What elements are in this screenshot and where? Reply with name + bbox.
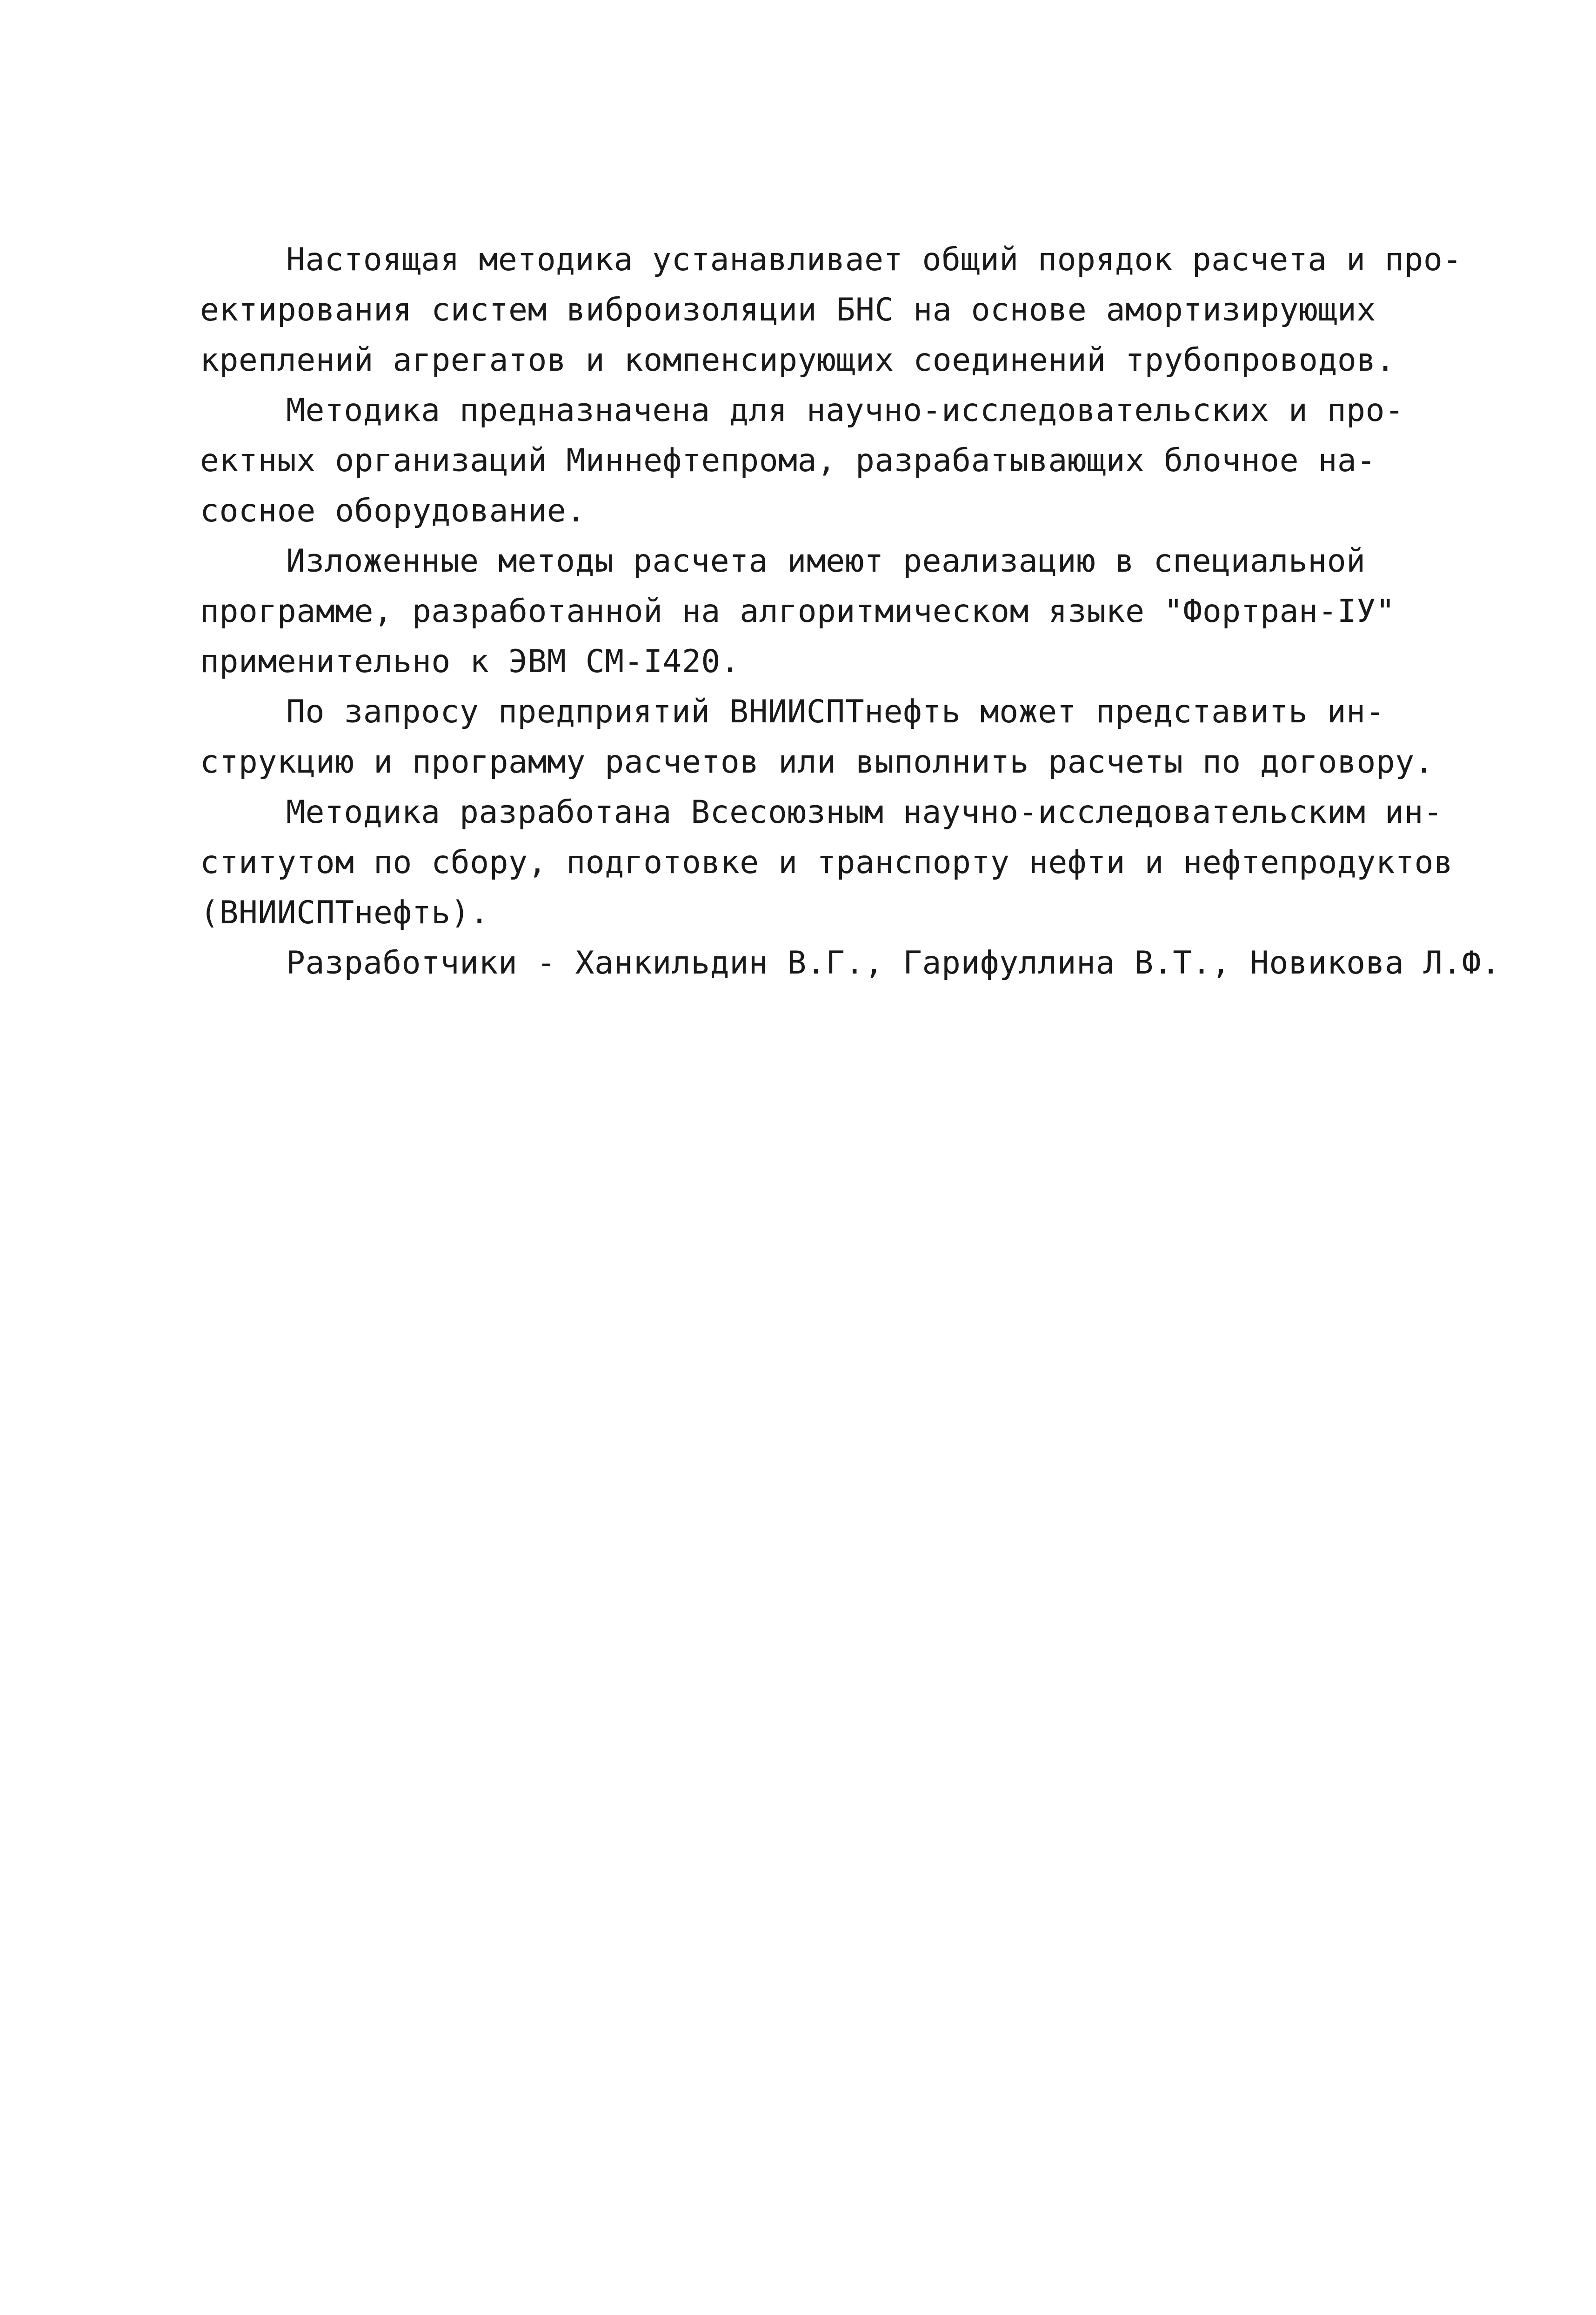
text-line: программе, разработанной на алгоритмическом языке "Фортран-IУ" — [200, 593, 1396, 630]
paragraph-developer-institute — [200, 787, 1540, 938]
text-line: креплений агрегатов и компенсирующих соединений трубопроводов. — [200, 342, 1396, 379]
text-line: Методика предназначена для научно-исследовательских и про- — [286, 392, 1404, 429]
paragraph-purpose — [200, 235, 1540, 386]
text-line: ститутом по сбору, подготовке и транспорту нефти и нефтепродуктов — [200, 844, 1453, 881]
text-line: (ВНИИСПТнефть). — [200, 894, 489, 931]
text-line: По запросу предприятий ВНИИСПТнефть может представить ин- — [286, 694, 1385, 730]
paragraph-software — [200, 536, 1540, 687]
text-line: Разработчики - Ханкильдин В.Г., Гарифуллина В.Т., Новикова Л.Ф. — [286, 945, 1501, 981]
text-line: ектных организаций Миннефтепрома, разрабатывающих блочное на- — [200, 442, 1376, 479]
paragraph-audience — [200, 386, 1540, 536]
text-line: Изложенные методы расчета имеют реализацию в специальной — [286, 543, 1366, 580]
text-line: ектирования систем виброизоляции БНС на основе амортизирующих — [200, 292, 1376, 328]
paragraph-authors — [200, 938, 1540, 988]
paragraph-request — [200, 687, 1540, 787]
text-line: сосное оборудование. — [200, 493, 586, 529]
text-line: Настоящая методика устанавливает общий порядок расчета и про- — [286, 241, 1462, 278]
text-body — [200, 235, 1540, 988]
text-line: применительно к ЭВМ СМ-I420. — [200, 643, 740, 680]
text-line: Методика разработана Всесоюзным научно-исследовательским ин- — [286, 794, 1443, 831]
text-line: струкцию и программу расчетов или выполнить расчеты по договору. — [200, 744, 1434, 781]
